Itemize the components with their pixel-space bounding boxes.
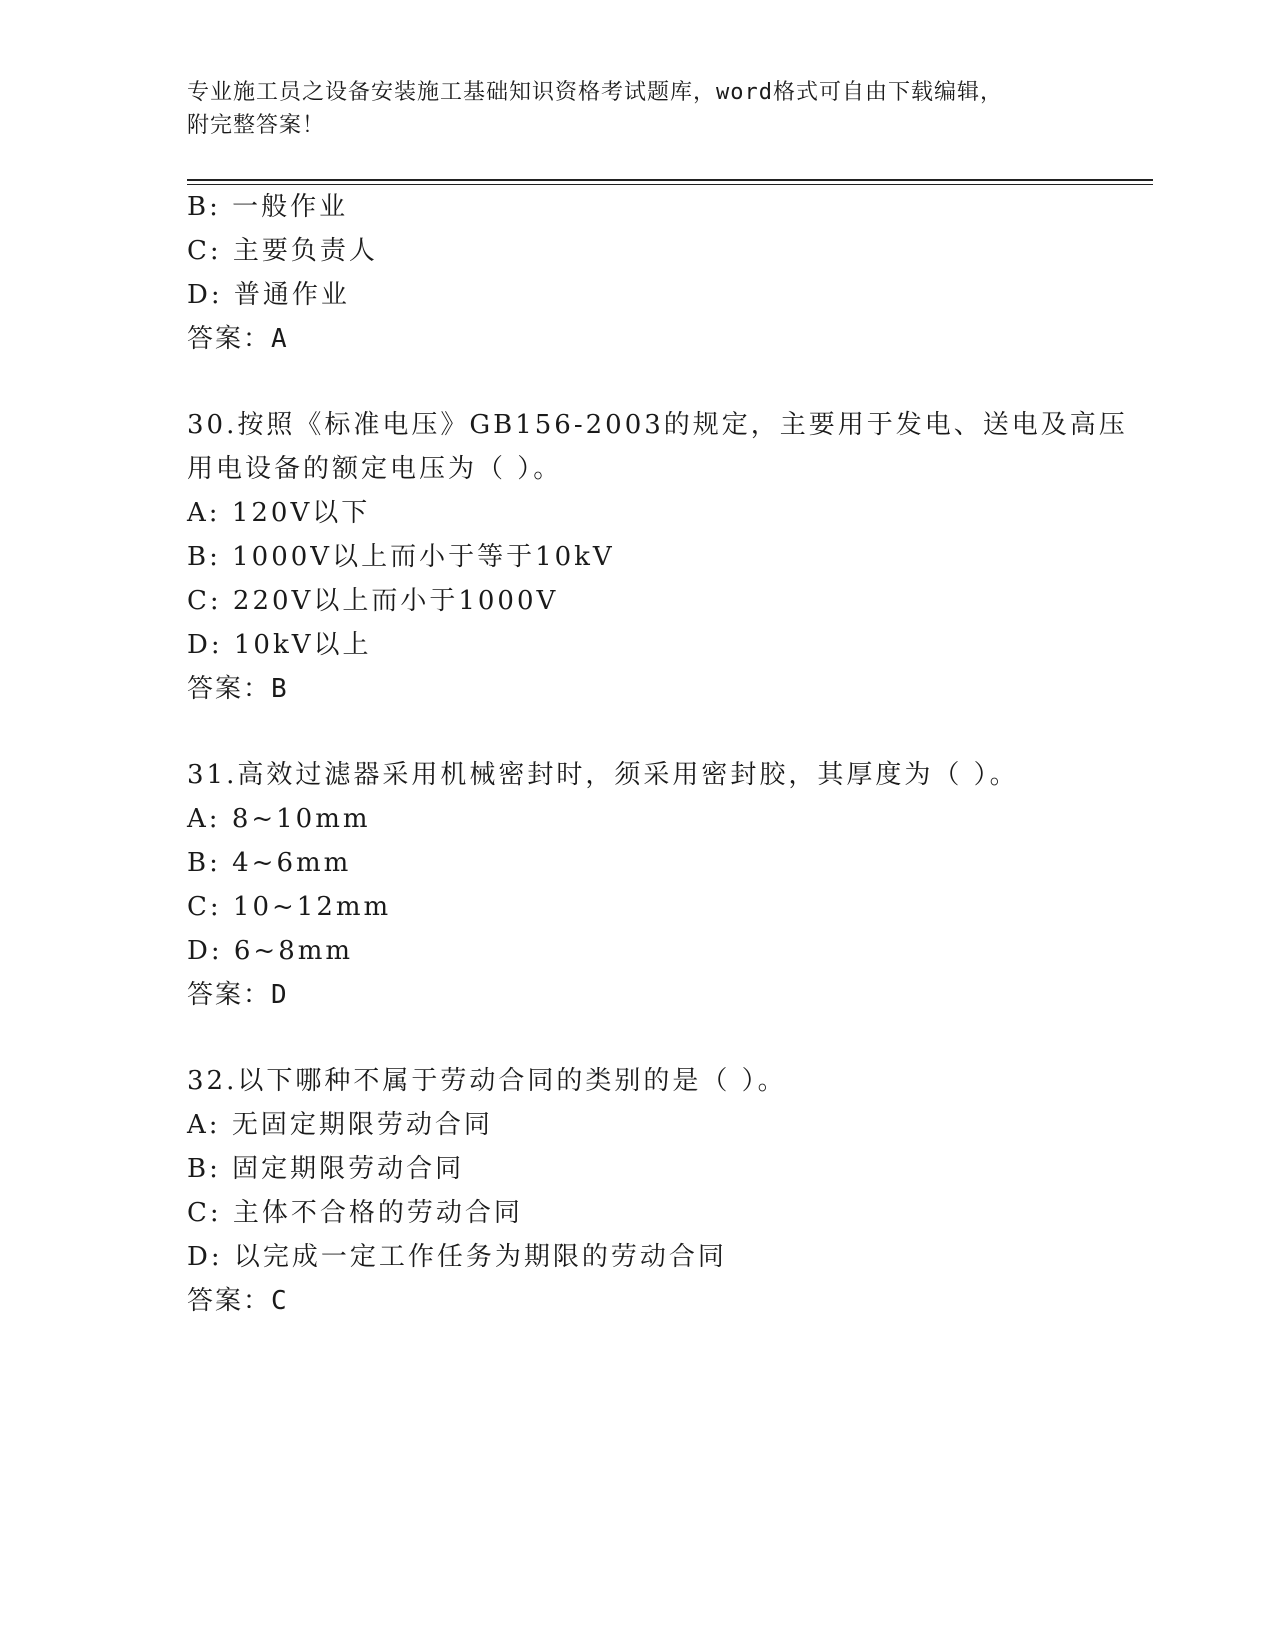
option-text: 1000V以上而小于等于10kV (232, 542, 615, 572)
option-text: 8~10mm (231, 804, 371, 834)
question-32-option-c (187, 1196, 523, 1230)
question-30-option-c (187, 584, 558, 618)
answer-label: 答案： (187, 980, 272, 1010)
option-text: 120V以下 (231, 498, 371, 528)
prev-option-d (187, 278, 350, 312)
answer-label: 答案： (187, 674, 272, 704)
question-30-stem-line-2: 用电设备的额定电压为（ ）。 (187, 454, 563, 484)
question-31-stem-line-1: 31.高效过滤器采用机械密封时，须采用密封胶，其厚度为（ ）。 (187, 760, 1019, 790)
question-32-answer (187, 1284, 289, 1318)
option-label: C: (187, 1198, 222, 1228)
option-label: A: (187, 498, 221, 528)
question-30-option-a (187, 496, 370, 530)
option-label: D: (187, 630, 223, 660)
option-label: C: (187, 586, 222, 616)
option-label: B: (187, 542, 221, 572)
prev-answer (187, 322, 289, 356)
option-text: 10~12mm (232, 892, 392, 922)
answer-value: C (271, 1286, 289, 1316)
question-30-option-b (187, 540, 615, 574)
question-32-option-d (187, 1240, 727, 1274)
answer-value: B (271, 674, 289, 704)
header-line-2: 附完整答案！ (187, 113, 326, 138)
option-label: A: (187, 804, 221, 834)
header-divider-thin (187, 184, 1153, 185)
option-label: B: (187, 848, 221, 878)
question-31-answer (187, 978, 289, 1012)
option-label: B: (187, 1154, 221, 1184)
header-line-1: 专业施工员之设备安装施工基础知识资格考试题库，word格式可自由下载编辑， (187, 80, 1003, 105)
option-text: 10kV以上 (233, 630, 372, 660)
option-text: 一般作业 (232, 192, 349, 222)
option-text: 主体不合格的劳动合同 (232, 1198, 523, 1228)
option-text: 普通作业 (233, 280, 350, 310)
answer-value: D (271, 980, 289, 1010)
option-text: 无固定期限劳动合同 (231, 1110, 493, 1140)
prev-option-c (187, 234, 378, 268)
answer-label: 答案： (187, 1286, 272, 1316)
option-text: 4~6mm (232, 848, 352, 878)
option-label: B: (187, 192, 221, 222)
question-31-option-b (187, 846, 351, 880)
prev-option-b (187, 190, 348, 224)
option-text: 固定期限劳动合同 (232, 1154, 465, 1184)
answer-label: 答案： (187, 324, 272, 354)
option-text: 以完成一定工作任务为期限的劳动合同 (233, 1242, 727, 1272)
question-30-stem-line-1: 30.按照《标准电压》GB156-2003的规定，主要用于发电、送电及高压 (187, 410, 1128, 440)
question-31-option-a (187, 802, 371, 836)
option-text: 6~8mm (233, 936, 354, 966)
question-32-stem-line-1: 32.以下哪种不属于劳动合同的类别的是（ ）。 (187, 1066, 787, 1096)
option-text: 220V以上而小于1000V (232, 586, 559, 616)
question-30-option-d (187, 628, 372, 662)
option-text: 主要负责人 (232, 236, 378, 266)
option-label: A: (187, 1110, 221, 1140)
option-label: D: (187, 1242, 223, 1272)
option-label: D: (187, 280, 223, 310)
question-32-option-a (187, 1108, 493, 1142)
question-31-option-d (187, 934, 353, 968)
header-divider-thick (187, 179, 1153, 181)
option-label: C: (187, 892, 222, 922)
question-30-answer (187, 672, 289, 706)
option-label: C: (187, 236, 222, 266)
answer-value: A (271, 324, 289, 354)
question-31-option-c (187, 890, 391, 924)
document-header (187, 76, 1087, 142)
question-32-option-b (187, 1152, 464, 1186)
option-label: D: (187, 936, 223, 966)
